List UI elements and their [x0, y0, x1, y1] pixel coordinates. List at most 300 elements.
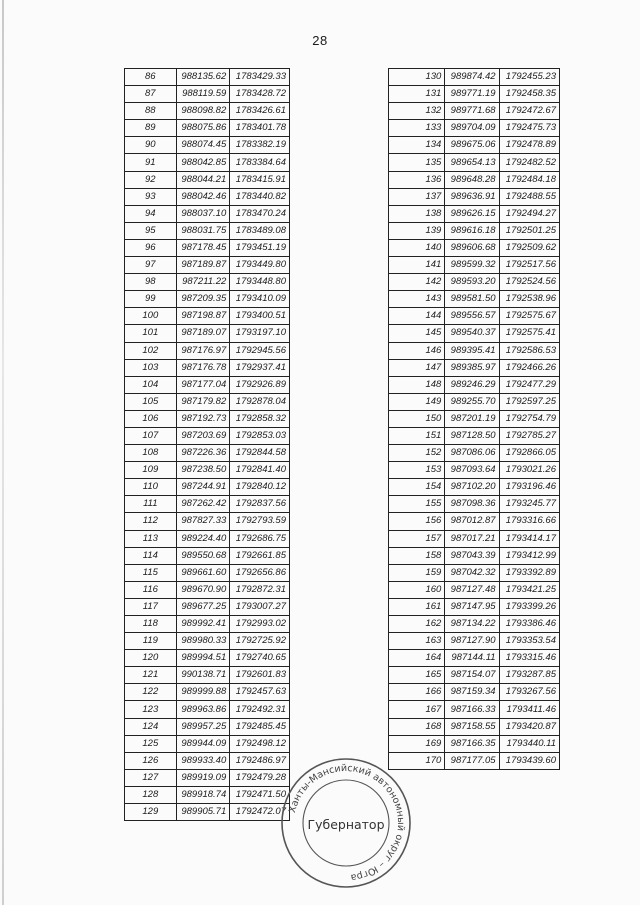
x-coordinate-cell: 989675.06 [445, 137, 499, 154]
point-number-cell: 99 [125, 291, 177, 308]
y-coordinate-cell: 1792597.25 [499, 393, 559, 410]
point-number-cell: 143 [389, 291, 445, 308]
y-coordinate-cell: 1792482.52 [499, 154, 559, 171]
point-number-cell: 110 [125, 479, 177, 496]
point-number-cell: 142 [389, 274, 445, 291]
point-number-cell: 141 [389, 257, 445, 274]
table-row [389, 393, 560, 410]
y-coordinate-cell: 1792458.35 [499, 86, 559, 103]
point-number-cell: 164 [389, 650, 445, 667]
point-number-cell: 91 [125, 154, 177, 171]
y-coordinate-cell: 1793421.25 [499, 581, 559, 598]
point-number-cell: 133 [389, 120, 445, 137]
x-coordinate-cell: 987093.64 [445, 462, 499, 479]
x-coordinate-cell: 987192.73 [176, 410, 230, 427]
table-row [125, 804, 290, 821]
x-coordinate-cell: 989616.18 [445, 222, 499, 239]
table-row [389, 325, 560, 342]
table-row [389, 718, 560, 735]
x-coordinate-cell: 987017.21 [445, 530, 499, 547]
point-number-cell: 132 [389, 103, 445, 120]
x-coordinate-cell: 989581.50 [445, 291, 499, 308]
x-coordinate-cell: 989556.57 [445, 308, 499, 325]
table-row [389, 479, 560, 496]
stamp-center-text: Губернатор [307, 817, 385, 832]
x-coordinate-cell: 987827.33 [176, 513, 230, 530]
y-coordinate-cell: 1783440.82 [230, 188, 290, 205]
y-coordinate-cell: 1793196.46 [499, 479, 559, 496]
point-number-cell: 148 [389, 376, 445, 393]
x-coordinate-cell: 989944.09 [176, 735, 230, 752]
y-coordinate-cell: 1783415.91 [230, 171, 290, 188]
page-number: 28 [312, 33, 328, 48]
x-coordinate-cell: 989963.86 [176, 701, 230, 718]
table-row [389, 308, 560, 325]
x-coordinate-cell: 988042.46 [176, 188, 230, 205]
y-coordinate-cell: 1792466.26 [499, 359, 559, 376]
x-coordinate-cell: 987127.90 [445, 633, 499, 650]
x-coordinate-cell: 989606.68 [445, 239, 499, 256]
table-row [389, 342, 560, 359]
table-row [125, 325, 290, 342]
x-coordinate-cell: 988031.75 [176, 222, 230, 239]
x-coordinate-cell: 989670.90 [176, 581, 230, 598]
point-number-cell: 118 [125, 616, 177, 633]
scan-edge [2, 0, 4, 905]
point-number-cell: 108 [125, 445, 177, 462]
table-row [389, 530, 560, 547]
x-coordinate-cell: 987201.19 [445, 410, 499, 427]
y-coordinate-cell: 1793412.99 [499, 547, 559, 564]
point-number-cell: 98 [125, 274, 177, 291]
y-coordinate-cell: 1792538.96 [499, 291, 559, 308]
y-coordinate-cell: 1792586.53 [499, 342, 559, 359]
table-row [389, 274, 560, 291]
y-coordinate-cell: 1793411.46 [499, 701, 559, 718]
y-coordinate-cell: 1793448.80 [230, 274, 290, 291]
x-coordinate-cell: 989599.32 [445, 257, 499, 274]
table-row [389, 359, 560, 376]
x-coordinate-cell: 987189.07 [176, 325, 230, 342]
point-number-cell: 137 [389, 188, 445, 205]
point-number-cell: 104 [125, 376, 177, 393]
y-coordinate-cell: 1792601.83 [230, 667, 290, 684]
table-row [125, 616, 290, 633]
point-number-cell: 170 [389, 752, 445, 769]
x-coordinate-cell: 989626.15 [445, 205, 499, 222]
table-row [389, 410, 560, 427]
table-row [125, 410, 290, 427]
x-coordinate-cell: 989933.40 [176, 752, 230, 769]
point-number-cell: 136 [389, 171, 445, 188]
y-coordinate-cell: 1792455.23 [499, 69, 559, 86]
point-number-cell: 154 [389, 479, 445, 496]
table-row [125, 205, 290, 222]
x-coordinate-cell: 990138.71 [176, 667, 230, 684]
x-coordinate-cell: 987226.36 [176, 445, 230, 462]
coordinates-table-left [124, 68, 290, 821]
table-row [125, 69, 290, 86]
table-row [389, 103, 560, 120]
y-coordinate-cell: 1792471.50 [230, 786, 290, 803]
point-number-cell: 109 [125, 462, 177, 479]
table-row [389, 376, 560, 393]
table-row [125, 376, 290, 393]
point-number-cell: 158 [389, 547, 445, 564]
point-number-cell: 145 [389, 325, 445, 342]
table-row [389, 667, 560, 684]
x-coordinate-cell: 989874.42 [445, 69, 499, 86]
point-number-cell: 112 [125, 513, 177, 530]
y-coordinate-cell: 1792945.56 [230, 342, 290, 359]
point-number-cell: 102 [125, 342, 177, 359]
point-number-cell: 120 [125, 650, 177, 667]
point-number-cell: 106 [125, 410, 177, 427]
point-number-cell: 130 [389, 69, 445, 86]
table-row [125, 154, 290, 171]
point-number-cell: 89 [125, 120, 177, 137]
y-coordinate-cell: 1792872.31 [230, 581, 290, 598]
y-coordinate-cell: 1792524.56 [499, 274, 559, 291]
y-coordinate-cell: 1792656.86 [230, 564, 290, 581]
y-coordinate-cell: 1792494.27 [499, 205, 559, 222]
point-number-cell: 134 [389, 137, 445, 154]
point-number-cell: 166 [389, 684, 445, 701]
x-coordinate-cell: 989255.70 [445, 393, 499, 410]
table-row [389, 581, 560, 598]
point-number-cell: 156 [389, 513, 445, 530]
point-number-cell: 129 [125, 804, 177, 821]
point-number-cell: 153 [389, 462, 445, 479]
point-number-cell: 131 [389, 86, 445, 103]
y-coordinate-cell: 1792457.63 [230, 684, 290, 701]
point-number-cell: 126 [125, 752, 177, 769]
table-row [125, 445, 290, 462]
x-coordinate-cell: 987262.42 [176, 496, 230, 513]
x-coordinate-cell: 987178.45 [176, 239, 230, 256]
table-row [389, 564, 560, 581]
x-coordinate-cell: 987238.50 [176, 462, 230, 479]
x-coordinate-cell: 989771.68 [445, 103, 499, 120]
x-coordinate-cell: 989385.97 [445, 359, 499, 376]
point-number-cell: 146 [389, 342, 445, 359]
point-number-cell: 90 [125, 137, 177, 154]
y-coordinate-cell: 1792866.05 [499, 445, 559, 462]
table-row [389, 257, 560, 274]
x-coordinate-cell: 987134.22 [445, 616, 499, 633]
x-coordinate-cell: 989654.13 [445, 154, 499, 171]
point-number-cell: 168 [389, 718, 445, 735]
point-number-cell: 169 [389, 735, 445, 752]
x-coordinate-cell: 988098.82 [176, 103, 230, 120]
x-coordinate-cell: 989593.20 [445, 274, 499, 291]
table-row [125, 274, 290, 291]
point-number-cell: 124 [125, 718, 177, 735]
y-coordinate-cell: 1783401.78 [230, 120, 290, 137]
point-number-cell: 162 [389, 616, 445, 633]
x-coordinate-cell: 989246.29 [445, 376, 499, 393]
point-number-cell: 96 [125, 239, 177, 256]
point-number-cell: 151 [389, 427, 445, 444]
table-row [125, 752, 290, 769]
x-coordinate-cell: 989648.28 [445, 171, 499, 188]
table-row [125, 667, 290, 684]
y-coordinate-cell: 1792472.67 [499, 103, 559, 120]
point-number-cell: 116 [125, 581, 177, 598]
x-coordinate-cell: 987159.34 [445, 684, 499, 701]
table-row [125, 308, 290, 325]
table-row [389, 616, 560, 633]
table-row [125, 598, 290, 615]
x-coordinate-cell: 988042.85 [176, 154, 230, 171]
x-coordinate-cell: 987166.33 [445, 701, 499, 718]
point-number-cell: 165 [389, 667, 445, 684]
point-number-cell: 95 [125, 222, 177, 239]
y-coordinate-cell: 1792926.89 [230, 376, 290, 393]
point-number-cell: 105 [125, 393, 177, 410]
point-number-cell: 160 [389, 581, 445, 598]
x-coordinate-cell: 987042.32 [445, 564, 499, 581]
y-coordinate-cell: 1792793.59 [230, 513, 290, 530]
y-coordinate-cell: 1792472.07 [230, 804, 290, 821]
table-row [125, 735, 290, 752]
y-coordinate-cell: 1792937.41 [230, 359, 290, 376]
table-row [125, 342, 290, 359]
x-coordinate-cell: 989540.37 [445, 325, 499, 342]
table-row [125, 222, 290, 239]
point-number-cell: 94 [125, 205, 177, 222]
y-coordinate-cell: 1783384.64 [230, 154, 290, 171]
x-coordinate-cell: 989905.71 [176, 804, 230, 821]
coordinates-table-right [388, 68, 560, 770]
table-row [389, 752, 560, 769]
x-coordinate-cell: 988037.10 [176, 205, 230, 222]
y-coordinate-cell: 1783426.61 [230, 103, 290, 120]
point-number-cell: 86 [125, 69, 177, 86]
x-coordinate-cell: 989994.51 [176, 650, 230, 667]
y-coordinate-cell: 1793353.54 [499, 633, 559, 650]
y-coordinate-cell: 1793316.66 [499, 513, 559, 530]
point-number-cell: 155 [389, 496, 445, 513]
point-number-cell: 138 [389, 205, 445, 222]
x-coordinate-cell: 987098.36 [445, 496, 499, 513]
y-coordinate-cell: 1793400.51 [230, 308, 290, 325]
point-number-cell: 152 [389, 445, 445, 462]
y-coordinate-cell: 1792844.58 [230, 445, 290, 462]
x-coordinate-cell: 987166.35 [445, 735, 499, 752]
y-coordinate-cell: 1792993.02 [230, 616, 290, 633]
y-coordinate-cell: 1792575.41 [499, 325, 559, 342]
y-coordinate-cell: 1783382.19 [230, 137, 290, 154]
table-row [389, 120, 560, 137]
y-coordinate-cell: 1792840.12 [230, 479, 290, 496]
point-number-cell: 161 [389, 598, 445, 615]
point-number-cell: 119 [125, 633, 177, 650]
table-row [125, 684, 290, 701]
table-row [389, 513, 560, 530]
table-row [125, 103, 290, 120]
x-coordinate-cell: 989919.09 [176, 769, 230, 786]
point-number-cell: 101 [125, 325, 177, 342]
table-row [125, 171, 290, 188]
point-number-cell: 123 [125, 701, 177, 718]
table-row [125, 786, 290, 803]
table-row [389, 427, 560, 444]
y-coordinate-cell: 1793451.19 [230, 239, 290, 256]
table-row [389, 701, 560, 718]
x-coordinate-cell: 989957.25 [176, 718, 230, 735]
table-row [125, 513, 290, 530]
x-coordinate-cell: 987209.35 [176, 291, 230, 308]
y-coordinate-cell: 1792488.55 [499, 188, 559, 205]
point-number-cell: 121 [125, 667, 177, 684]
y-coordinate-cell: 1792841.40 [230, 462, 290, 479]
x-coordinate-cell: 989999.88 [176, 684, 230, 701]
table-row [125, 188, 290, 205]
table-row [389, 684, 560, 701]
x-coordinate-cell: 989661.60 [176, 564, 230, 581]
point-number-cell: 140 [389, 239, 445, 256]
table-row [389, 291, 560, 308]
point-number-cell: 135 [389, 154, 445, 171]
y-coordinate-cell: 1792858.32 [230, 410, 290, 427]
y-coordinate-cell: 1793392.89 [499, 564, 559, 581]
table-row [389, 547, 560, 564]
point-number-cell: 115 [125, 564, 177, 581]
y-coordinate-cell: 1783428.72 [230, 86, 290, 103]
y-coordinate-cell: 1793245.77 [499, 496, 559, 513]
x-coordinate-cell: 989677.25 [176, 598, 230, 615]
point-number-cell: 144 [389, 308, 445, 325]
x-coordinate-cell: 987147.95 [445, 598, 499, 615]
x-coordinate-cell: 987012.87 [445, 513, 499, 530]
table-row [389, 445, 560, 462]
point-number-cell: 111 [125, 496, 177, 513]
table-row [389, 633, 560, 650]
y-coordinate-cell: 1793287.85 [499, 667, 559, 684]
table-row [125, 120, 290, 137]
table-row [125, 239, 290, 256]
y-coordinate-cell: 1792484.18 [499, 171, 559, 188]
table-row [389, 735, 560, 752]
y-coordinate-cell: 1793399.26 [499, 598, 559, 615]
table-row [125, 427, 290, 444]
point-number-cell: 147 [389, 359, 445, 376]
x-coordinate-cell: 987203.69 [176, 427, 230, 444]
table-row [125, 359, 290, 376]
x-coordinate-cell: 988135.62 [176, 69, 230, 86]
y-coordinate-cell: 1792853.03 [230, 427, 290, 444]
y-coordinate-cell: 1792837.56 [230, 496, 290, 513]
point-number-cell: 122 [125, 684, 177, 701]
table-row [125, 581, 290, 598]
point-number-cell: 100 [125, 308, 177, 325]
x-coordinate-cell: 987189.87 [176, 257, 230, 274]
point-number-cell: 150 [389, 410, 445, 427]
table-row [389, 86, 560, 103]
point-number-cell: 167 [389, 701, 445, 718]
table-row [389, 598, 560, 615]
table-row [125, 530, 290, 547]
table-row [389, 650, 560, 667]
y-coordinate-cell: 1792509.62 [499, 239, 559, 256]
y-coordinate-cell: 1783429.33 [230, 69, 290, 86]
x-coordinate-cell: 988074.45 [176, 137, 230, 154]
x-coordinate-cell: 987176.97 [176, 342, 230, 359]
y-coordinate-cell: 1793386.46 [499, 616, 559, 633]
x-coordinate-cell: 987128.50 [445, 427, 499, 444]
y-coordinate-cell: 1792477.29 [499, 376, 559, 393]
x-coordinate-cell: 989636.91 [445, 188, 499, 205]
point-number-cell: 107 [125, 427, 177, 444]
x-coordinate-cell: 988075.86 [176, 120, 230, 137]
table-row [125, 564, 290, 581]
point-number-cell: 113 [125, 530, 177, 547]
y-coordinate-cell: 1792725.92 [230, 633, 290, 650]
x-coordinate-cell: 987211.22 [176, 274, 230, 291]
y-coordinate-cell: 1793197.10 [230, 325, 290, 342]
table-row [389, 496, 560, 513]
stamp-ring-text: Ханты-Мансийский автономный округ – Югра [287, 762, 407, 883]
x-coordinate-cell: 988119.59 [176, 86, 230, 103]
y-coordinate-cell: 1783489.08 [230, 222, 290, 239]
y-coordinate-cell: 1792785.27 [499, 427, 559, 444]
point-number-cell: 128 [125, 786, 177, 803]
table-row [125, 650, 290, 667]
y-coordinate-cell: 1792517.56 [499, 257, 559, 274]
point-number-cell: 114 [125, 547, 177, 564]
x-coordinate-cell: 987198.87 [176, 308, 230, 325]
x-coordinate-cell: 987177.05 [445, 752, 499, 769]
point-number-cell: 159 [389, 564, 445, 581]
table-row [125, 718, 290, 735]
table-row [125, 291, 290, 308]
x-coordinate-cell: 987179.82 [176, 393, 230, 410]
official-seal-stamp [278, 755, 414, 891]
table-row [389, 188, 560, 205]
y-coordinate-cell: 1793315.46 [499, 650, 559, 667]
y-coordinate-cell: 1792498.12 [230, 735, 290, 752]
y-coordinate-cell: 1793021.26 [499, 462, 559, 479]
table-row [125, 86, 290, 103]
x-coordinate-cell: 987127.48 [445, 581, 499, 598]
y-coordinate-cell: 1792478.89 [499, 137, 559, 154]
point-number-cell: 103 [125, 359, 177, 376]
point-number-cell: 87 [125, 86, 177, 103]
x-coordinate-cell: 987176.78 [176, 359, 230, 376]
point-number-cell: 88 [125, 103, 177, 120]
x-coordinate-cell: 989224.40 [176, 530, 230, 547]
x-coordinate-cell: 989395.41 [445, 342, 499, 359]
table-row [389, 69, 560, 86]
x-coordinate-cell: 987144.11 [445, 650, 499, 667]
y-coordinate-cell: 1793449.80 [230, 257, 290, 274]
point-number-cell: 92 [125, 171, 177, 188]
table-row [389, 239, 560, 256]
table-row [389, 462, 560, 479]
y-coordinate-cell: 1792686.75 [230, 530, 290, 547]
y-coordinate-cell: 1792475.73 [499, 120, 559, 137]
y-coordinate-cell: 1793414.17 [499, 530, 559, 547]
point-number-cell: 97 [125, 257, 177, 274]
table-row [125, 769, 290, 786]
y-coordinate-cell: 1793007.27 [230, 598, 290, 615]
x-coordinate-cell: 987177.04 [176, 376, 230, 393]
table-row [125, 137, 290, 154]
table-row [389, 154, 560, 171]
y-coordinate-cell: 1792575.67 [499, 308, 559, 325]
table-row [125, 479, 290, 496]
